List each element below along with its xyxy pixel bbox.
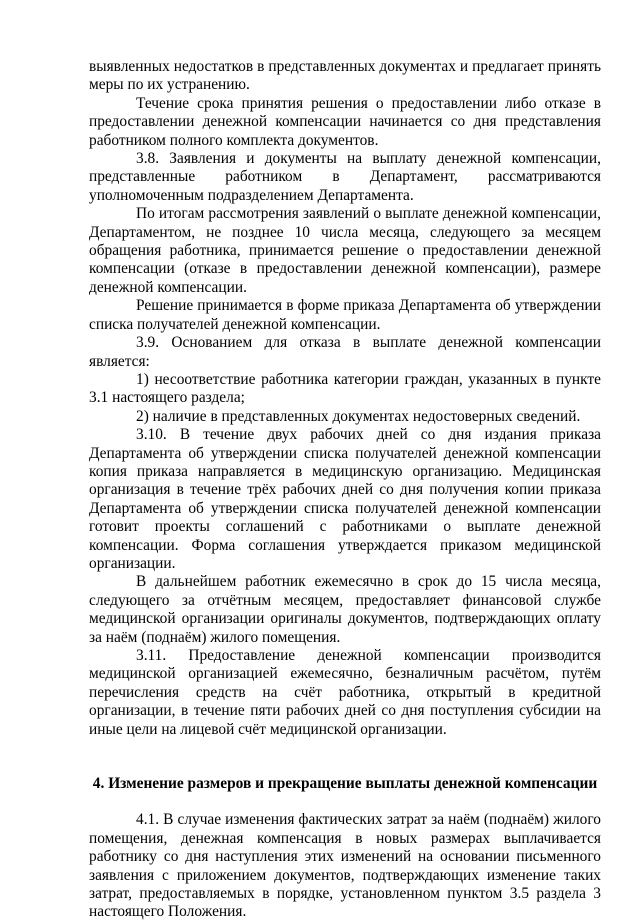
- paragraph-4-1: 4.1. В случае изменения фактических затрат за наём (поднаём) жилого помещения, денежная компенсация в новых размерах выплачивается работнику со дня наступления этих изменений на основании письменного заявления с приложением документов, подтверждающих изменение таких затрат, предоставляемых в порядке, установленном пунктом 3.5 раздела 3 настоящего Положения.: [89, 811, 601, 921]
- section-4-heading: 4. Изменение размеров и прекращение выплаты денежной компенсации: [92, 775, 598, 793]
- paragraph-3-11: 3.11. Предоставление денежной компенсации производится медицинской организацией ежемесячно, безналичным расчётом, путём перечисления средств на счёт работника, открытый в кредитной организации, в течение пяти рабочих дней со дня поступления субсидии на иные цели на лицевой счёт медицинской организации.: [89, 647, 601, 738]
- paragraph-3-9: 3.9. Основанием для отказа в выплате денежной компенсации является:: [89, 334, 601, 370]
- paragraph-review-results: По итогам рассмотрения заявлений о выплате денежной компенсации, Департаментом, не позднее 10 числа месяца, следующего за месяцем обращения работника, принимается решение о предоставлении денежной компенсации (отказе в предоставлении денежной компенсации), размере денежной компенсации.: [89, 205, 601, 296]
- paragraph-continuation: выявленных недостатков в представленных документах и предлагает принять меры по их устранению.: [89, 58, 601, 94]
- paragraph-3-10: 3.10. В течение двух рабочих дней со дня издания приказа Департамента об утверждении списка получателей денежной компенсации копия приказа направляется в медицинскую организацию. Медицинская организация в течение трёх рабочих дней со дня получения копии приказа Департамента об утверждении списка получателей денежной компенсации готовит проекты соглашений с работниками о выплате денежной компенсации. Форма соглашения утверждается приказом медицинской организации.: [89, 426, 601, 572]
- document-page: [89, 58, 601, 922]
- list-item-refusal-1: 1) несоответствие работника категории граждан, указанных в пункте 3.1 настоящего раздела;: [89, 370, 601, 407]
- paragraph-3-8: 3.8. Заявления и документы на выплату денежной компенсации, представленные работником в Департамент, рассматриваются уполномоченным подразделением Департамента.: [89, 150, 601, 204]
- list-item-refusal-2: 2) наличие в представленных документах недостоверных сведений.: [136, 407, 581, 425]
- paragraph-monthly-documents: В дальнейшем работник ежемесячно в срок до 15 числа месяца, следующего за отчётным месяцем, предоставляет финансовой службе медицинской организации оригиналы документов, подтверждающих оплату за наём (поднаём) жилого помещения.: [89, 573, 601, 646]
- paragraph-decision-term: Течение срока принятия решения о предоставлении либо отказе в предоставлении денежной компенсации начинается со дня представления работником полного комплекта документов.: [89, 94, 601, 149]
- paragraph-decision-form: Решение принимается в форме приказа Департамента об утверждении списка получателей денежной компенсации.: [89, 297, 601, 333]
